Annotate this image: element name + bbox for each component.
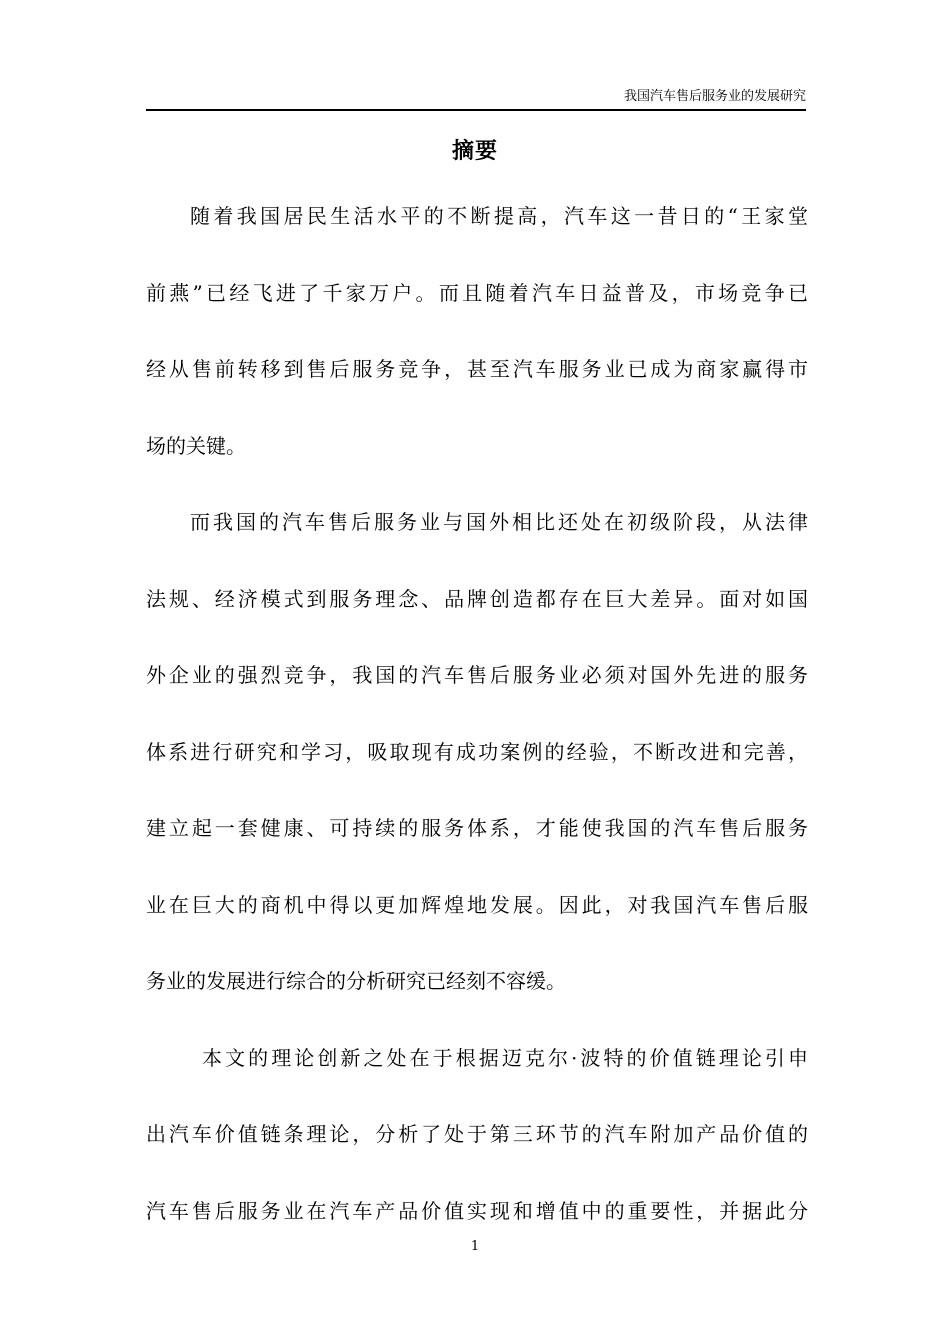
running-header-title: 我国汽车售后服务业的发展研究 bbox=[623, 89, 806, 104]
abstract-title: 摘要 bbox=[451, 139, 498, 164]
paragraph-2-line-7: 务业的发展进行综合的分析研究已经刻不容缓。 bbox=[146, 969, 566, 993]
paragraph-2-line-4: 体系进行研究和学习，吸取现有成功案例的经验，不断改进和完善， bbox=[146, 739, 808, 764]
paragraph-2-line-6: 业在巨大的商机中得以更加辉煌地发展。因此，对我国汽车售后服 bbox=[146, 892, 808, 917]
abstract-body bbox=[146, 196, 808, 1267]
paragraph-3-line-2: 出汽车价值链条理论，分析了处于第三环节的汽车附加产品价值的 bbox=[146, 1122, 808, 1146]
paragraph-3-line-1: 本文的理论创新之处在于根据迈克尔·波特的价值链理论引申 bbox=[202, 1045, 808, 1070]
page-number: 1 bbox=[470, 1239, 480, 1254]
paragraph-1-line-3: 经从售前转移到售后服务竞争，甚至汽车服务业已成为商家赢得市 bbox=[146, 357, 808, 381]
paragraph-2-line-3: 外企业的强烈竞争，我国的汽车售后服务业必须对国外先进的服务 bbox=[146, 663, 808, 687]
paragraph-2-line-5: 建立起一套健康、可持续的服务体系，才能使我国的汽车售后服务 bbox=[146, 816, 808, 840]
paragraph-1-line-4: 场的关键。 bbox=[146, 433, 246, 458]
paragraph-1-line-2: 前燕”已经飞进了千家万户。而且随着汽车日益普及，市场竞争已 bbox=[146, 280, 808, 305]
paragraph-2-line-1: 而我国的汽车售后服务业与国外相比还处在初级阶段，从法律 bbox=[190, 510, 808, 534]
paragraph-1-line-1: 随着我国居民生活水平的不断提高，汽车这一昔日的“王家堂 bbox=[190, 204, 808, 228]
paragraph-3-line-3: 汽车售后服务业在汽车产品价值实现和增值中的重要性，并据此分 bbox=[146, 1198, 808, 1223]
paragraph-2-line-2: 法规、经济模式到服务理念、品牌创造都存在巨大差异。面对如国 bbox=[146, 586, 808, 611]
running-header bbox=[146, 88, 806, 111]
